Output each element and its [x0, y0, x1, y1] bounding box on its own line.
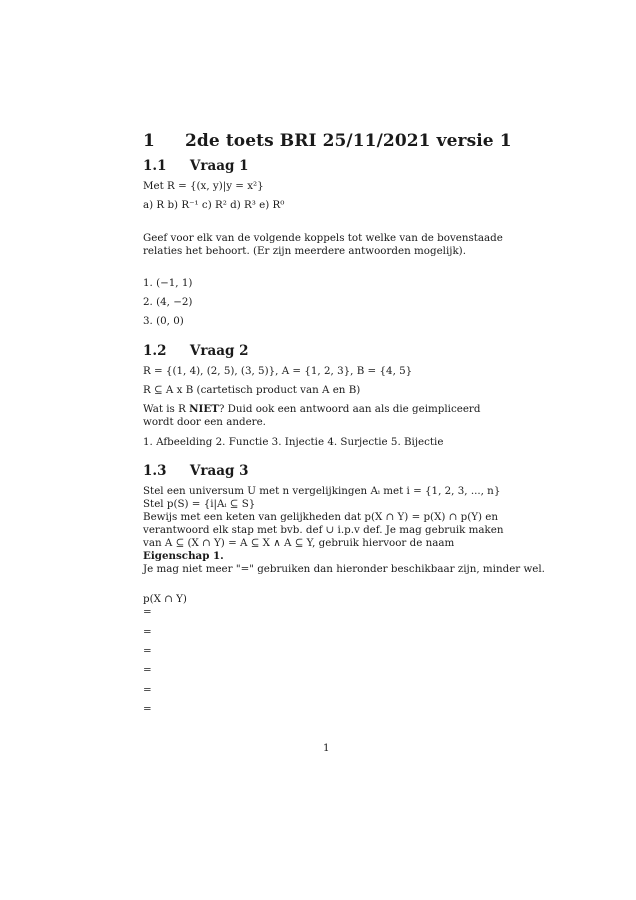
- q3-proof-text: Bewijs met een keten van gelijkheden dat p(X ∩ Y) = p(X) ∩ p(Y) en verantwoord elk stap met bvb. def ∪ i.p.v def. Je mag gebruik maken van A ⊆ (X ∩ Y) = A ⊆ X ∧ A ⊆ Y, gebruik hiervoor de naam: [143, 511, 504, 549]
- q3-limit: Je mag niet meer "=" gebruiken dan hieronder beschikbaar zijn, minder wel.: [143, 563, 545, 575]
- q2-title: Vraag 2: [189, 343, 249, 359]
- q1-pair-3: 3. (0, 0): [143, 315, 184, 327]
- proof-equals-3: =: [143, 645, 152, 657]
- q2-question-bold: NIET: [189, 403, 219, 415]
- proof-start: p(X ∩ Y): [143, 593, 187, 605]
- q1-number: 1.1: [143, 158, 167, 174]
- proof-equals-5: =: [143, 684, 152, 696]
- q2-heading: [143, 343, 249, 359]
- q1-pair-1: 1. (−1, 1): [143, 277, 193, 289]
- proof-equals-4: =: [143, 664, 152, 676]
- q1-instruction: Geef voor elk van de volgende koppels tot welke van de bovenstaade relaties het behoort. (Er zijn meerdere antwoorden mogelijk).: [143, 232, 503, 257]
- q3-line-2: Stel p(S) = {i|Aᵢ ⊆ S}: [143, 498, 256, 510]
- section-heading: [143, 131, 512, 151]
- q2-question-pre: Wat is R: [143, 403, 190, 415]
- q2-sets: R = {(1, 4), (2, 5), (3, 5)}, A = {1, 2, 3}, B = {4, 5}: [143, 365, 413, 377]
- q1-title: Vraag 1: [189, 158, 249, 174]
- q3-line-1: Stel een universum U met n vergelijkingen Aᵢ met i = {1, 2, 3, ..., n}: [143, 485, 501, 497]
- q2-number: 1.2: [143, 343, 167, 359]
- q1-relation: Met R = {(x, y)|y = x²}: [143, 180, 264, 192]
- q2-question: [143, 403, 511, 429]
- proof-equals-6: =: [143, 703, 152, 715]
- q2-question-post: ? Duid ook een antwoord aan als die geimpliceerd wordt door een andere.: [143, 403, 481, 428]
- q3-proof-bold: Eigenschap 1.: [143, 550, 224, 562]
- q2-subset: R ⊆ A x B (cartetisch product van A en B): [143, 384, 361, 396]
- q1-options: a) R b) R⁻¹ c) R² d) R³ e) R⁰: [143, 199, 285, 211]
- section-number: 1: [143, 131, 155, 151]
- proof-equals-1: =: [143, 606, 152, 618]
- q2-options: 1. Afbeelding 2. Functie 3. Injectie 4. Surjectie 5. Bijectie: [143, 436, 444, 448]
- q3-proof: [143, 511, 511, 563]
- q3-number: 1.3: [143, 463, 167, 479]
- proof-equals-2: =: [143, 626, 152, 638]
- page-number: 1: [323, 742, 330, 754]
- q1-pair-2: 2. (4, −2): [143, 296, 193, 308]
- section-title: 2de toets BRI 25/11/2021 versie 1: [185, 131, 512, 151]
- q1-heading: [143, 158, 249, 174]
- q3-heading: [143, 463, 249, 479]
- q3-title: Vraag 3: [189, 463, 249, 479]
